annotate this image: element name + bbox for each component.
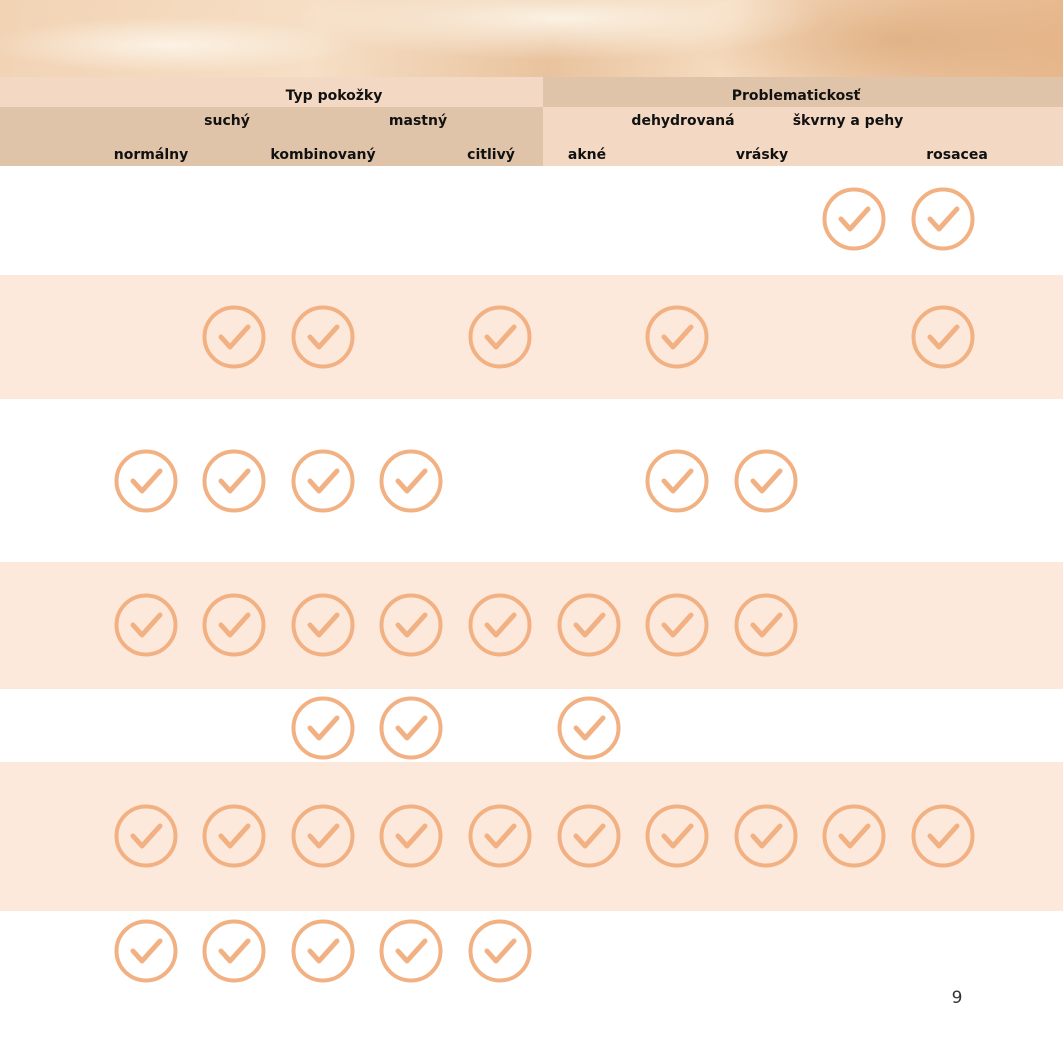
header-group-skin-type: Typ pokožky — [285, 88, 383, 104]
check-circle-icon — [114, 919, 178, 983]
check-circle-icon — [114, 804, 178, 868]
check-circle-icon — [291, 305, 355, 369]
check-circle-icon — [291, 919, 355, 983]
column-header-rosacea: rosacea — [926, 147, 988, 163]
check-circle-icon — [911, 804, 975, 868]
table-row — [0, 166, 1063, 275]
check-circle-icon — [202, 919, 266, 983]
check-circle-icon — [734, 593, 798, 657]
check-circle-icon — [202, 305, 266, 369]
check-circle-icon — [645, 449, 709, 513]
check-circle-icon — [645, 305, 709, 369]
check-circle-icon — [291, 449, 355, 513]
check-circle-icon — [202, 593, 266, 657]
page-number: 9 — [951, 988, 963, 1008]
column-header-spots-freckles: škvrny a pehy — [792, 113, 904, 129]
check-circle-icon — [291, 696, 355, 760]
check-circle-icon — [911, 305, 975, 369]
check-circle-icon — [202, 804, 266, 868]
check-circle-icon — [202, 449, 266, 513]
column-header-sensitive: citlivý — [467, 147, 515, 163]
check-circle-icon — [291, 804, 355, 868]
check-circle-icon — [379, 919, 443, 983]
check-circle-icon — [645, 804, 709, 868]
check-circle-icon — [291, 593, 355, 657]
column-header-combination: kombinovaný — [270, 147, 376, 163]
check-circle-icon — [734, 804, 798, 868]
column-header-dehydrated: dehydrovaná — [631, 113, 735, 129]
column-header-acne: akné — [567, 147, 607, 163]
check-circle-icon — [379, 696, 443, 760]
check-circle-icon — [468, 305, 532, 369]
check-circle-icon — [822, 804, 886, 868]
check-circle-icon — [379, 449, 443, 513]
header-banner-image — [0, 0, 1063, 77]
check-circle-icon — [379, 804, 443, 868]
check-circle-icon — [379, 593, 443, 657]
check-circle-icon — [468, 919, 532, 983]
check-circle-icon — [822, 187, 886, 251]
check-circle-icon — [114, 593, 178, 657]
check-circle-icon — [734, 449, 798, 513]
check-circle-icon — [557, 696, 621, 760]
check-circle-icon — [468, 593, 532, 657]
table-row — [0, 689, 1063, 762]
check-circle-icon — [645, 593, 709, 657]
check-circle-icon — [911, 187, 975, 251]
column-header-normal: normálny — [113, 147, 189, 163]
check-circle-icon — [557, 804, 621, 868]
column-header-dry: suchý — [204, 113, 250, 129]
header-group-skin-bg — [0, 77, 543, 107]
header-group-problems: Problematickosť — [731, 88, 861, 104]
check-circle-icon — [468, 804, 532, 868]
column-header-oily: mastný — [388, 113, 448, 129]
check-circle-icon — [557, 593, 621, 657]
column-header-wrinkles: vrásky — [735, 147, 789, 163]
check-circle-icon — [114, 449, 178, 513]
